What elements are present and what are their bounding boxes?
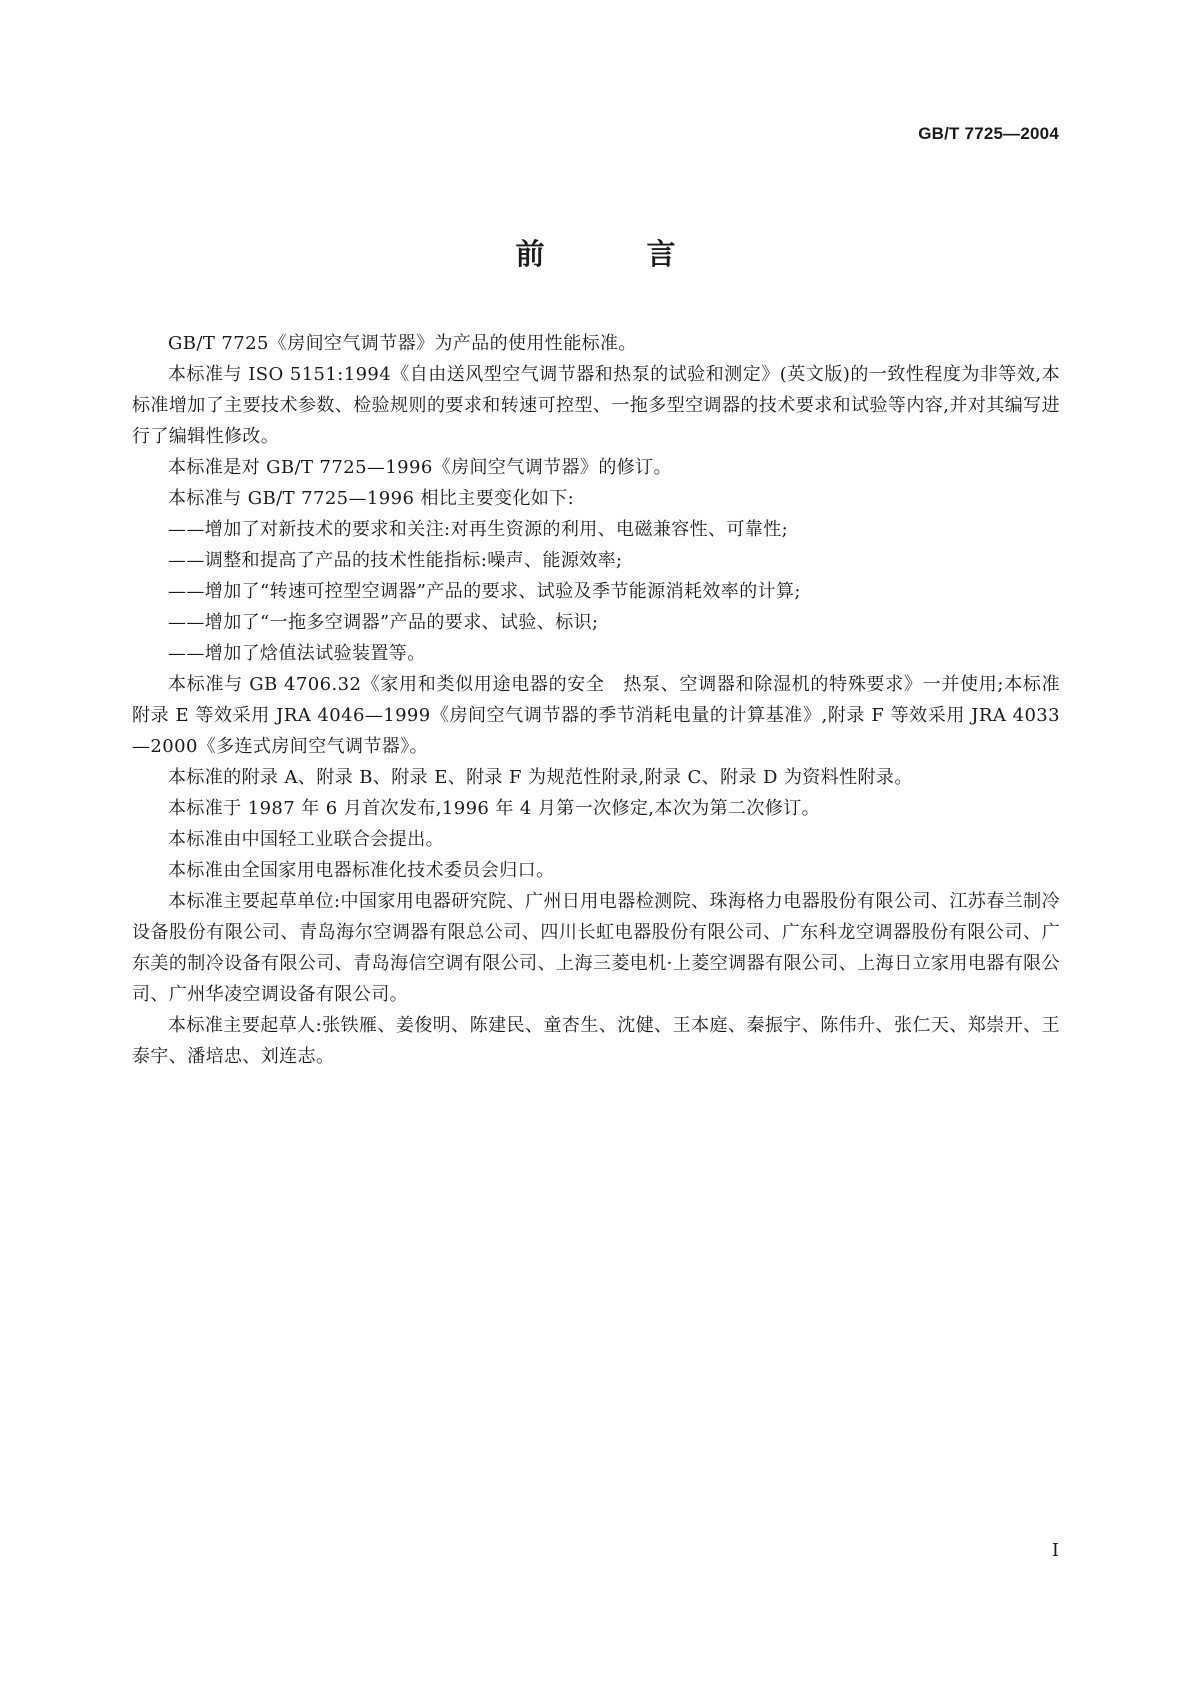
list-item: ——增加了“一拖多空调器”产品的要求、试验、标识;	[168, 612, 599, 633]
list-item: ——增加了对新技术的要求和关注:对再生资源的利用、电磁兼容性、可靠性;	[168, 519, 789, 540]
paragraph: 本标准是对 GB/T 7725—1996《房间空气调节器》的修订。	[168, 457, 672, 478]
foreword-body	[132, 328, 1060, 1072]
page-number: I	[1051, 1540, 1059, 1561]
standard-code: GB/T 7725—2004	[918, 124, 1059, 143]
paragraph: 本标准于 1987 年 6 月首次发布,1996 年 4 月第一次修定,本次为第二次修订。	[168, 798, 821, 819]
paragraph: 本标准的附录 A、附录 B、附录 E、附录 F 为规范性附录,附录 C、附录 D 为资料性附录。	[168, 767, 913, 788]
paragraph: 本标准主要起草单位:中国家用电器研究院、广州日用电器检测院、珠海格力电器股份有限公司、江苏春兰制冷设备股份有限公司、青岛海尔空调器有限总公司、四川长虹电器股份有限公司、广东科龙空调器股份有限公司、广东美的制冷设备有限公司、青岛海信空调有限公司、上海三菱电机·上菱空调器有限公司、上海日立家用电器有限公司、广州华凌空调设备有限公司。	[132, 891, 1060, 1005]
list-item: ——增加了焓值法试验装置等。	[168, 643, 426, 664]
paragraph: 本标准由全国家用电器标准化技术委员会归口。	[168, 860, 555, 881]
paragraph: 本标准与 ISO 5151:1994《自由送风型空气调节器和热泵的试验和测定》(英文版)的一致性程度为非等效,本标准增加了主要技术参数、检验规则的要求和转速可控型、一拖多型空调器的技术要求和试验等内容,并对其编写进行了编辑性修改。	[132, 364, 1060, 447]
list-item: ——调整和提高了产品的技术性能指标:噪声、能源效率;	[168, 550, 623, 571]
paragraph: GB/T 7725《房间空气调节器》为产品的使用性能标准。	[168, 333, 637, 354]
paragraph: 本标准由中国轻工业联合会提出。	[168, 829, 444, 850]
page-title: 前 言	[515, 237, 722, 271]
list-item: ——增加了“转速可控型空调器”产品的要求、试验及季节能源消耗效率的计算;	[168, 581, 801, 602]
paragraph: 本标准主要起草人:张铁雁、姜俊明、陈建民、童杏生、沈健、王本庭、秦振宇、陈伟升、张仁天、郑崇开、王泰宇、潘培忠、刘连志。	[132, 1015, 1060, 1067]
paragraph: 本标准与 GB/T 7725—1996 相比主要变化如下:	[168, 488, 575, 509]
paragraph: 本标准与 GB 4706.32《家用和类似用途电器的安全 热泵、空调器和除湿机的特殊要求》一并使用;本标准附录 E 等效采用 JRA 4046—1999《房间空气调节器的季节消耗电量的计算基准》,附录 F 等效采用 JRA 4033—2000《多连式房间空气调节器》。	[132, 674, 1060, 757]
